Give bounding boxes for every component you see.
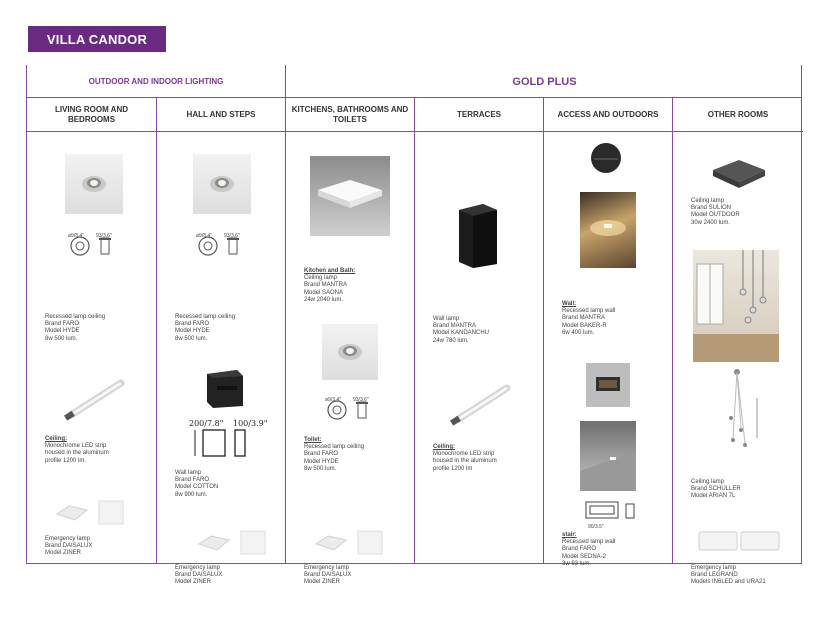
pendant-lamp-room-photo [693, 250, 779, 362]
ceiling-lamp-outdoor-photo [709, 156, 767, 192]
svg-text:93/3.6": 93/3.6" [353, 397, 369, 403]
item-desc-kitchen-bath: Kitchen and Bath: Ceiling lamp Brand MANTRA Model SAONA 24w 2040 lum. [304, 268, 356, 303]
column-other-rooms [673, 98, 803, 586]
column-title: ACCESS AND OUTDOORS [544, 98, 672, 132]
column-terraces [415, 98, 544, 564]
dim-e: 90/3.5" [588, 524, 604, 530]
led-strip-photo [63, 375, 127, 423]
wall-lamp-dimension-drawing [187, 418, 267, 468]
column-access-outdoors [544, 98, 673, 567]
item-desc-emergency-lamp: Emergency lamp Brand DAISALUX Model ZINER [175, 565, 223, 586]
wall-lamp-kandanchu-photo [453, 202, 503, 270]
column-hall-steps [157, 98, 286, 586]
svg-text:ø9/3.4": ø9/3.4" [325, 397, 341, 403]
led-strip-photo [449, 380, 513, 428]
item-desc-sedna-stair: stair: Recessed lamp wall Brand FARO Model SEDNA-2 3w 93 lum. [562, 532, 616, 567]
group-header-row [27, 65, 801, 98]
recessed-lamp-dimension-drawing [324, 396, 373, 420]
lighting-board [26, 65, 802, 586]
column-title: HALL AND STEPS [157, 98, 285, 132]
round-wall-lamp-photo [590, 142, 622, 174]
column-title: LIVING ROOM AND BEDROOMS [27, 98, 156, 132]
dim-b: 93/3.6" [96, 233, 112, 239]
column-title: TERRACES [415, 98, 543, 132]
svg-text:ø9/3.4": ø9/3.4" [196, 233, 212, 239]
item-desc-led-strip: Ceiling: Monochrome LED strip housed in the aluminum profile 1200 lm [433, 444, 497, 472]
group-header-outdoor-indoor: OUTDOOR AND INDOOR LIGHTING [27, 65, 286, 98]
stair-lamp-dimension-drawing [570, 498, 650, 532]
recessed-lamp-dimension-drawing [195, 232, 244, 256]
item-desc-recessed-lamp: Recessed lamp ceiling Brand FARO Model HYDE 8w 500 lum. [45, 314, 106, 342]
emergency-lamp-photo [312, 530, 384, 556]
recessed-lamp-photo [193, 154, 251, 214]
item-desc-baker-wall: Wall: Recessed lamp wall Brand MANTRA Model BAKER-R 6w 400 lum. [562, 301, 616, 336]
stair-lamp-photo [586, 363, 630, 407]
pendant-lamp-drawing [723, 368, 773, 448]
recessed-lamp-photo [322, 324, 378, 380]
item-desc-legrand-emergency: Emergency lamp Brand LEGRAND Models IN6LED and URA21 [691, 565, 766, 586]
villa-candor-label: VILLA CANDOR [28, 26, 166, 52]
item-desc-toilet: Toilet: Recessed lamp ceiling Brand FARO Model HYDE 8w 500 lum. [304, 437, 365, 472]
svg-text:93/3.6": 93/3.6" [224, 233, 240, 239]
wall-lamp-installation-photo [580, 192, 636, 268]
ceiling-lamp-saona-photo [310, 156, 390, 236]
item-desc-outdoor-ceiling: Ceiling lamp Brand SULION Model OUTDOOR 30w 2400 lum. [691, 198, 740, 226]
item-desc-emergency-lamp: Emergency lamp Brand DAISALUX Model ZINER [304, 565, 352, 586]
column-kitchens-baths [286, 98, 415, 586]
item-desc-wall-lamp: Wall lamp Brand MANTRA Model KANDANCHU 24w 780 lum. [433, 316, 490, 344]
stair-installation-photo [580, 421, 636, 491]
emergency-lamp-legrand-photo [697, 528, 781, 554]
column-living-room [27, 98, 157, 564]
item-desc-wall-lamp: Wall lamp Brand FARO Model COTTON 8w 900 lum. [175, 470, 219, 498]
column-title: OTHER ROOMS [673, 98, 803, 132]
group-header-gold-plus: GOLD PLUS [512, 75, 577, 88]
emergency-lamp-photo [53, 500, 125, 526]
item-desc-led-strip: Ceiling: Monochrome LED strip housed in the aluminum profile 1200 lm. [45, 436, 109, 464]
svg-text:200/7.8": 200/7.8" [189, 419, 224, 428]
item-desc-emergency-lamp: Emergency lamp Brand DAISALUX Model ZINER [45, 536, 93, 557]
wall-lamp-cube-photo [201, 368, 247, 410]
item-desc-recessed-lamp: Recessed lamp ceiling Brand FARO Model HYDE 8w 500 lum. [175, 314, 236, 342]
dim-a: ø9/3.4" [68, 233, 84, 239]
emergency-lamp-photo [195, 530, 267, 556]
recessed-lamp-photo [65, 154, 123, 214]
svg-text:100/3.9": 100/3.9" [233, 419, 267, 428]
recessed-lamp-dimension-drawing [67, 232, 116, 256]
item-desc-arian-ceiling: Ceiling lamp Brand SCHULLER Model ARIAN 7L [691, 479, 741, 500]
column-title: KITCHENS, BATHROOMS AND TOILETS [286, 98, 414, 132]
